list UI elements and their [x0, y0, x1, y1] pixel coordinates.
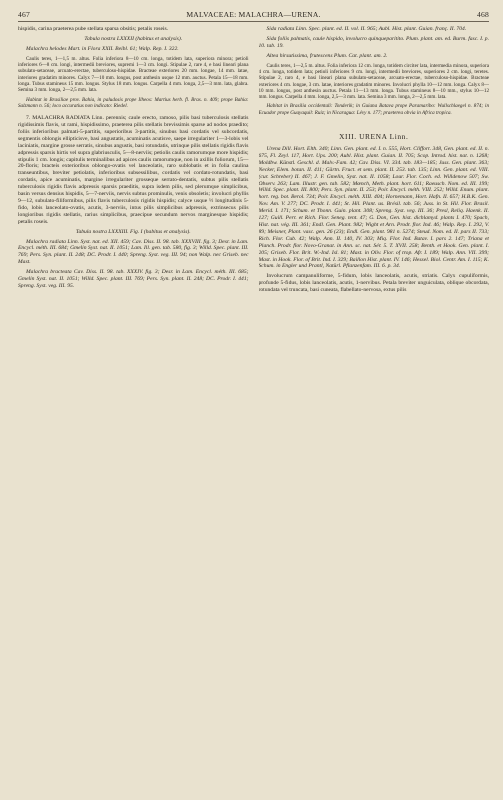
dimensions-paragraph: Caulis teres, 1—1,5 m. altus. Folia inferiora 8—10 cm. longa, totidem lata, superiora minora; petioli inferiores 6—8 cm. longi, intermedii breviores, supremi 1—3 cm. longi. Stipulae 2, rare 4, e basi lineari plana subulato-setaceae, arcuato-erectae, tuberculoso-hispidae. Bracteae exteriores 20 mm. longae, 14 mm. latae, interiores gradatim minores. Calyx 7—10 mm. longus, post anthesin usque 12 mm. auctus. Petala 15—18 mm. longa. Tubus stamineus 15 mm. longus. Stylus 18 mm. longus. Carpella 4 mm. longa, 2,5—3 mm. lata, glabra. Semina 3 mm. longa, 2—2,5 mm. lata. — [18, 55, 249, 94]
continued-description: hispidis, carina praeterea pube stellata sparsa obsitis; petalis roseis. — [18, 26, 169, 32]
left-column — [18, 26, 249, 794]
synonym-citation: Altea hirsutissima, frutescens Plum. Cat. plant. am. 2. — [266, 52, 388, 59]
genus-references: Urena Dill. Hort. Elth. 340; Linn. Gen. plant. ed. I. n. 555, Hort. Cliffort. 348, Gen. plant. ed. II. n. 675, Fl. Zeyl. 117, Hort. Ups. 200; Aubl. Hist. plant. Guian. II. 705; Scop. Introd. hist. nat. n. 1268; Moldbw. Künstl. Geschl. d. Malv.-Fam. 42; Cav. Diss. VI. 334. tab. 183—185; Juss. Gen. plant. 363; Necker, Elem. botan. II. 411; Gärtn. Fruct. et sem. plant. II. 253. tab. 135; Linn. Gen. plant. ed. VIII. (cur. Schreber) II. 467; J. F. Gmelin, Syst. nat. II. 1058; Lour. Flor. Coch. ed. Willdenow 507; Sw. Observ. 263; Lam. Illustr. gen. tab. 582; Mœnch, Meth. plant. hort. 611; Raeusch. Nom. ed. III. 199; Willd. Spec. plant. III. 800; Pers. Syn. plant. II. 253; Poir. Encycl. méth. VIII. 252; Willd. Enum. plant. hort. reg. bot. Berol. 734; Poir. Encycl. méth. XIII. 404; Hornemann, Hort. Hafn. II. 657; H.B.K. Gen. Nov. Am. V. 277; DC. Prodr. I. 441; St. Hil. Plant. us. Brésil. tab. 56; Juss. in St. Hil. Flor. Brasil. Merid. I. 171; Schum. et Thonn. Guin. plant. 308; Spreng. Syst. veg. III. 36; Presl, Reliq. Haenk. II. 127; Guill. Perr. et Rich. Flor. Seneg. tent. 47; G. Don, Gen. hist. dichlamyd. plants I. 470; Spach, Hist. nat. vég. III. 361; Endl. Gen. Plant. 982; Wight et Arn. Prodr. flor. Ind. 46; Walp. Rep. I. 292, V. 89; Meisner, Plant. vasc. gen. 26 (23); Endl. Gen. plant. 981 n. 5274; Steud. Nom. ed. II. pars II. 733; Rich. Flor. Cub. 42; Walp. Ann. II. 140, IV. 303; Miq. Flor. Ind. Batav. I. pars 2. 147; Triana et Planch. Prodr. flor. Novo-Granat. in Ann. sc. nat. Sér. 5. T. XVII. 258; Benth. et Hook. Gen. plant. I. 205; Griseb. Flor. Brit. W.-Ind. Isl. 81; Mast. in Oliv. Flor. of trop. Afr. I. 189; Walp. Ann. VII. 399; Mast. in Hook. Flor. of Brit. Ind. I. 329; Baillon Hist. plant. IV. 146; Hessel. Biol. Centr. Am. I. 115; K. Schum. in Engler und Prantl, Natürl. Pflanzenfam. III. 6. p. 34. — [258, 146, 489, 270]
synonym-citation: Malachra helodes Mart. in Flora XXII. Beibl. 61; Walp. Rep. I. 322. — [26, 45, 179, 52]
species-entry — [18, 115, 249, 226]
two-column-body — [18, 26, 489, 794]
habitat-paragraph: Habitat in Brasiliae prov. Bahia, in paludosis prope Ilheos: Martius herb. fl. Bras. n. 409; prope Bahia: Salzmann n. 56; loco accuratius non indicato: Riedel. — [18, 96, 249, 109]
species-diagnosis: perennis; caule erecto, ramoso, pilis basi tuberculosis stellatis rigidissimis flavis, ut rami, hispidissimo, praeterea pilis stellatis brevissimis sparse ad nodos praedito; foliis inferioribus palmati-5-partitis, superioribus 3-partitis, sinubus basi cordatis vel subcordatis, segmentis oblongis ellipticisve, basi angustatis, acuminatis acutisve, saepe irregulariter 1—3-lobis vel laciniatis, margine grosse serratis, sinubus angustis, basi rotundatis, utrinque pilis stellatis rigidis flavis adpressis sparsis hirtis vel supra glabriusculis, 5—8-nerviis; petiolis caulis ramorumque more hispidis; stipulis 1 cm. longis; capitulis terminalibus ad apices caulis ramorumque, non in axillis foliorum, 15—20-floris; bracteis exterioribus oblongo-ovatis vel lanceolatis, raro sublobatis et in folia caulina transeuntibus, breviter petiolatis, inferioribus subsessilibus, cordatis vel cordato-rotundatis, basi cordatis, apice acuminatis, margine irregulariter grosseque serrato-dentatis, subtus pilis stellatis tuberculosis rigidis flavis adpressis sparsis praeditis, supra isdem pilis, sed plerumque simplicibus, basin versus densius hispidis, 5—7-nerviis, nervis subtus prominulis, venis obsoletis; involucri phyllis 9—12, subulato-filiformibus, pilis flavis tuberculosis rigidis hispidis; calyce usque ½ longitudinis 5-fido, lobis lanceolato-ovatis, acutis, 3-nerviis, intus pilis simplicibus adpressis, extrinsecus pilis longioribus rigidis stellatis, rarius simplicibus, praecipue secundum nervos marginesque hispidis; petalis roseis. — [18, 115, 249, 225]
right-page-number: 468 — [477, 10, 489, 19]
running-title: MALVACEAE: MALACHRA—URENA. — [186, 10, 321, 19]
habitat-paragraph: Habitat in Brasilia occidentali: Tonderik; in Guiana Batava prope Paramaribo: Wullschlaegel n. 874; in Ecuador prope Guayaquil: Ruiz; in Nicaragua: Lévy n. 177; praeterea obvia in Africa tropica. — [258, 103, 489, 116]
synonym-citation: Sida foliis palmatis, caule hispido, involucro quinqueparitito. Plum. plant. am. ed. Burm. fasc. I. p. 10. tab. 19. — [258, 35, 489, 49]
plate-reference: Tabula nostra LXXXII (habitus et analysis). — [84, 35, 183, 42]
synonym-citation: Malachra radiata Linn. Syst. nat. ed. XII. 459; Cav. Diss. II. 98. tab. XXXVIII. fig. 3; Desr. in Lam. Encycl. méth. III. 684; Gmelin Syst. nat. II. 1051; Lam. Ill. gen. tab. 580, fig. 3; Willd. Spec. plant. III. 769; Pers. Syn. plant. II. 248; DC. Prodr. I. 440; Spreng. Syst. veg. III. 94; non Walp. nec Griseb. nec Mast. — [18, 238, 249, 266]
synonym-citation: Sida radiata Linn. Spec. plant. ed. II. vol. II. 965; Aubl. Hist. plant. Guian. franç. II. 704. — [266, 26, 467, 32]
synonym-citation: Malachra bracteata Cav. Diss. II. 98. tab. XXXIV. fig. 3; Desr. in Lam. Encycl. méth. III. 685; Gmelin Syst. nat. II. 1051; Willd. Spec. plant. III. 769; Pers. Syn. plant. II. 248; DC. Prodr. I. 441; Spreng. Syst. veg. III. 95. — [18, 269, 249, 289]
genus-heading: XIII. URENA Linn. — [339, 132, 409, 141]
left-page-number: 467 — [18, 10, 30, 19]
genus-description: Involucrum campanuliforme, 5-fidum, lobis lanceolatis, acutis, striatis. Calyx cupuliformis, profunde 5-fidus, lobis lanceolatis, acutis, 1-nervibus. Petala breviter unguiculata, oblique obcordata, rotundata vel truncata, basi cuneata, flabellato-nervosa, extus pilis — [258, 273, 489, 294]
right-column — [259, 26, 490, 794]
plate-reference: Tabula nostra LXXXIII. Fig. I (habitus et analysis). — [75, 228, 191, 235]
species-name: 7. MALACHRA RADIATA Linn. — [26, 115, 104, 122]
running-header — [18, 10, 489, 22]
dimensions-paragraph: Caulis teres, 1—2,5 m. altus. Folia inferiora 12 cm. longa, totidem circiter lata, intermedia minora, superiora 4 cm. longa, totidem lata; petioli inferiores 9 cm. longi, intermedii breviores, superiores 2 cm. longi, teretes. Stipulae 2, raro 4, e basi lineari plana subulato-setaceae, arcuato-erectae, tuberculoso-hispidae. Bracteae exteriores 4 cm. longae, 3 cm. latae, interiores gradatim minores. Involucri phylla 10—12 mm. longa. Calyx 8—10 mm. longus, post anthesin auctus. Petala 11—13 mm. longa. Tubus stamineus 8—10 mm., stylus 10—12 mm. longus. Carpella 4 mm. longa, 2,5—3 mm. lata. Semina 3 mm. longa, 2—2,5 mm. lata. — [258, 62, 489, 101]
